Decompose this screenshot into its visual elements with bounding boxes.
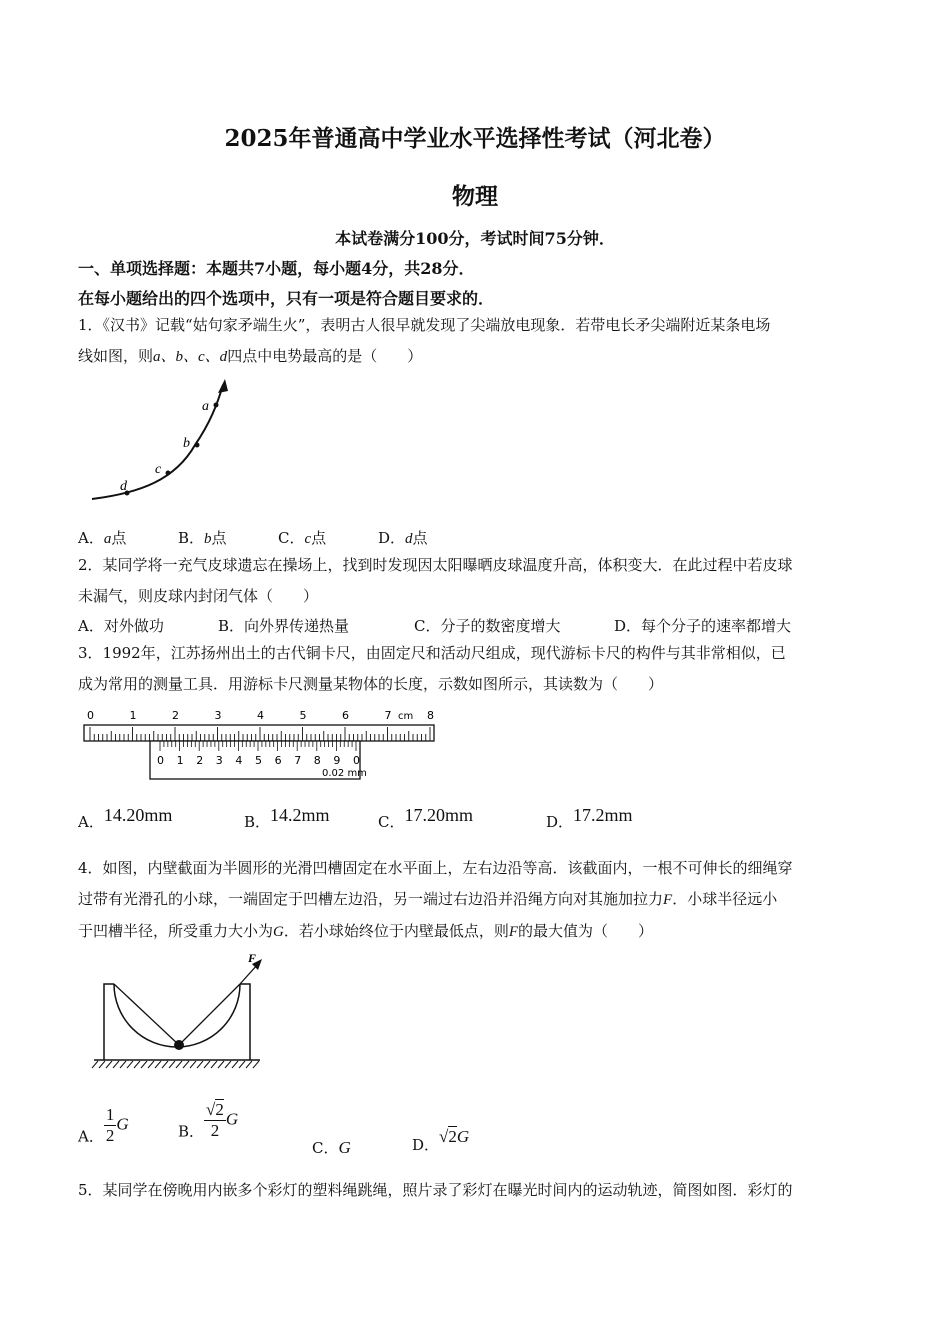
label-c: c [155,462,162,477]
q1-option-d[interactable]: D．d点 [378,529,428,547]
ground-hatch [190,1061,196,1068]
point-a [214,403,219,408]
ground-hatch [218,1061,224,1068]
main-scale-label: 2 [172,709,179,722]
q5-line1: 5．某同学在傍晚用内嵌多个彩灯的塑料绳跳绳，照片录了彩灯在曝光时间内的运动轨迹，简图如图．彩灯的 [78,1181,793,1199]
vernier-scale-label: 6 [274,754,282,767]
vernier-scale-label: 9 [333,754,341,767]
vernier-scale-label: 7 [294,754,302,767]
question-1 [78,310,878,373]
q4-line3: 于凹槽半径，所受重力大小为G．若小球始终位于内壁最低点，则F的最大值为（ ） [78,922,654,940]
vernier-scale-label: 3 [215,754,223,767]
force-label: F [248,951,257,965]
main-scale-label: 1 [129,709,137,722]
main-scale-label: 4 [257,709,264,722]
vernier-caliper-figure [80,705,440,785]
ground-hatch [232,1061,238,1068]
vernier-scale-label: 0 [353,754,360,767]
q2-option-c[interactable]: C．分子的数密度增大 [414,617,561,635]
ground-hatch [253,1061,259,1068]
ground-hatch [246,1061,252,1068]
ground-hatch [169,1061,175,1068]
exam-info: 本试卷满分100分，考试时间75分钟． [335,229,615,248]
ground-hatch [239,1061,245,1068]
question-2 [78,550,878,612]
precision-label: 0.02 mm [322,768,367,779]
ground-hatch [141,1061,147,1068]
vernier-scale-label: 5 [255,754,262,767]
q4-line2: 过带有光滑孔的小球，一端固定于凹槽左边沿，另一端过右边沿并沿绳方向对其施加拉力F．小球半径远小 [78,890,778,908]
q2-option-d[interactable]: D．每个分子的速率都增大 [614,617,792,635]
question-5 [78,1175,878,1206]
ground-hatch [106,1061,112,1068]
q1-option-c[interactable]: C．c点 [278,529,327,547]
q1-line1: 1．《汉书》记载“姑句家矛端生火”，表明古人很早就发现了尖端放电现象．若带电长矛尖端附近某条电场 [78,316,771,334]
q4-line1: 4．如图，内壁截面为半圆形的光滑凹槽固定在水平面上，左右边沿等高．该截面内，一根不可伸长的细绳穿 [78,859,793,877]
q4-option-a[interactable]: A． $\frac{1}{2}$ G [78,1105,129,1146]
q3-option-c[interactable]: C．17.20mm [378,805,473,831]
ground-hatch [225,1061,231,1068]
q2-option-a[interactable]: A．对外做功 [78,617,164,635]
q3-line1: 3．1992年，江苏扬州出土的古代铜卡尺，由固定尺和活动尺组成，现代游标卡尺的构件与其非常相似，已 [78,644,786,662]
electric-field-line-figure [80,375,250,510]
ground-hatch [113,1061,119,1068]
q4-option-c[interactable]: C．G [312,1138,351,1157]
label-a: a [202,399,209,414]
ground-hatch [204,1061,210,1068]
label-b: b [183,436,190,451]
q3-option-b[interactable]: B．14.2mm [244,805,330,831]
q4-option-d[interactable]: D．√2G [412,1127,470,1154]
vernier-scale-label: 1 [176,754,184,767]
q2-option-b[interactable]: B．向外界传递热量 [218,617,350,635]
q2-line1: 2．某同学将一充气皮球遗忘在操场上，找到时发现因太阳曝晒皮球温度升高，体积变大．在此过程中若皮球 [78,556,793,574]
point-c [166,471,171,476]
exam-title: 2025年普通高中学业水平选择性考试（河北卷） [224,125,726,152]
unit-label: cm [398,711,414,722]
question-4 [78,853,878,948]
q3-option-a[interactable]: A．14.20mm [78,805,173,831]
ground-hatch [162,1061,168,1068]
main-scale-label: 6 [342,709,349,722]
ground-hatch [134,1061,140,1068]
ground-hatch [99,1061,105,1068]
vernier-scale-label: 8 [313,754,321,767]
question-3 [78,638,878,700]
main-scale-label: 5 [299,709,307,722]
q3-line2: 成为常用的测量工具．用游标卡尺测量某物体的长度，示数如图所示，其读数为（ ） [78,675,664,693]
main-scale-label: 0 [87,709,94,722]
q3-option-d[interactable]: D．17.2mm [546,805,633,831]
q1-option-a[interactable]: A．a点 [78,529,127,547]
main-scale-label: 7 [384,709,392,722]
vernier-scale-label: 2 [196,754,204,767]
section-heading: 一、单项选择题：本题共7小题，每小题4分，共28分． [78,259,475,278]
ground-hatch [211,1061,217,1068]
q1-option-b[interactable]: B．b点 [178,529,227,547]
ground-hatch [155,1061,161,1068]
small-ball [174,1040,184,1050]
vernier-scale-label: 0 [157,754,164,767]
ground-hatch [127,1061,133,1068]
main-scale-label: 3 [214,709,222,722]
point-b [195,443,200,448]
q1-point-vars: a、b、c、d [153,349,228,365]
ground-hatch [120,1061,126,1068]
subject-title: 物理 [452,183,498,210]
ground-hatch [197,1061,203,1068]
main-scale-label: 8 [427,709,434,722]
ground-hatch [148,1061,154,1068]
ground-hatch [176,1061,182,1068]
ground-hatch [183,1061,189,1068]
ground-hatch [92,1061,98,1068]
label-d: d [120,479,127,494]
q2-line2: 未漏气，则皮球内封闭气体（ ） [78,587,319,605]
q4-option-b[interactable]: B． $\frac{√2}{2}$ G [178,1100,239,1141]
semicircle-groove-figure [90,950,270,1075]
section-instruction: 在每小题给出的四个选项中，只有一项是符合题目要求的． [78,289,495,308]
q1-line2: 线如图，则a、b、c、d四点中电势最高的是（ ） [78,347,423,365]
vernier-scale-label: 4 [235,754,243,767]
